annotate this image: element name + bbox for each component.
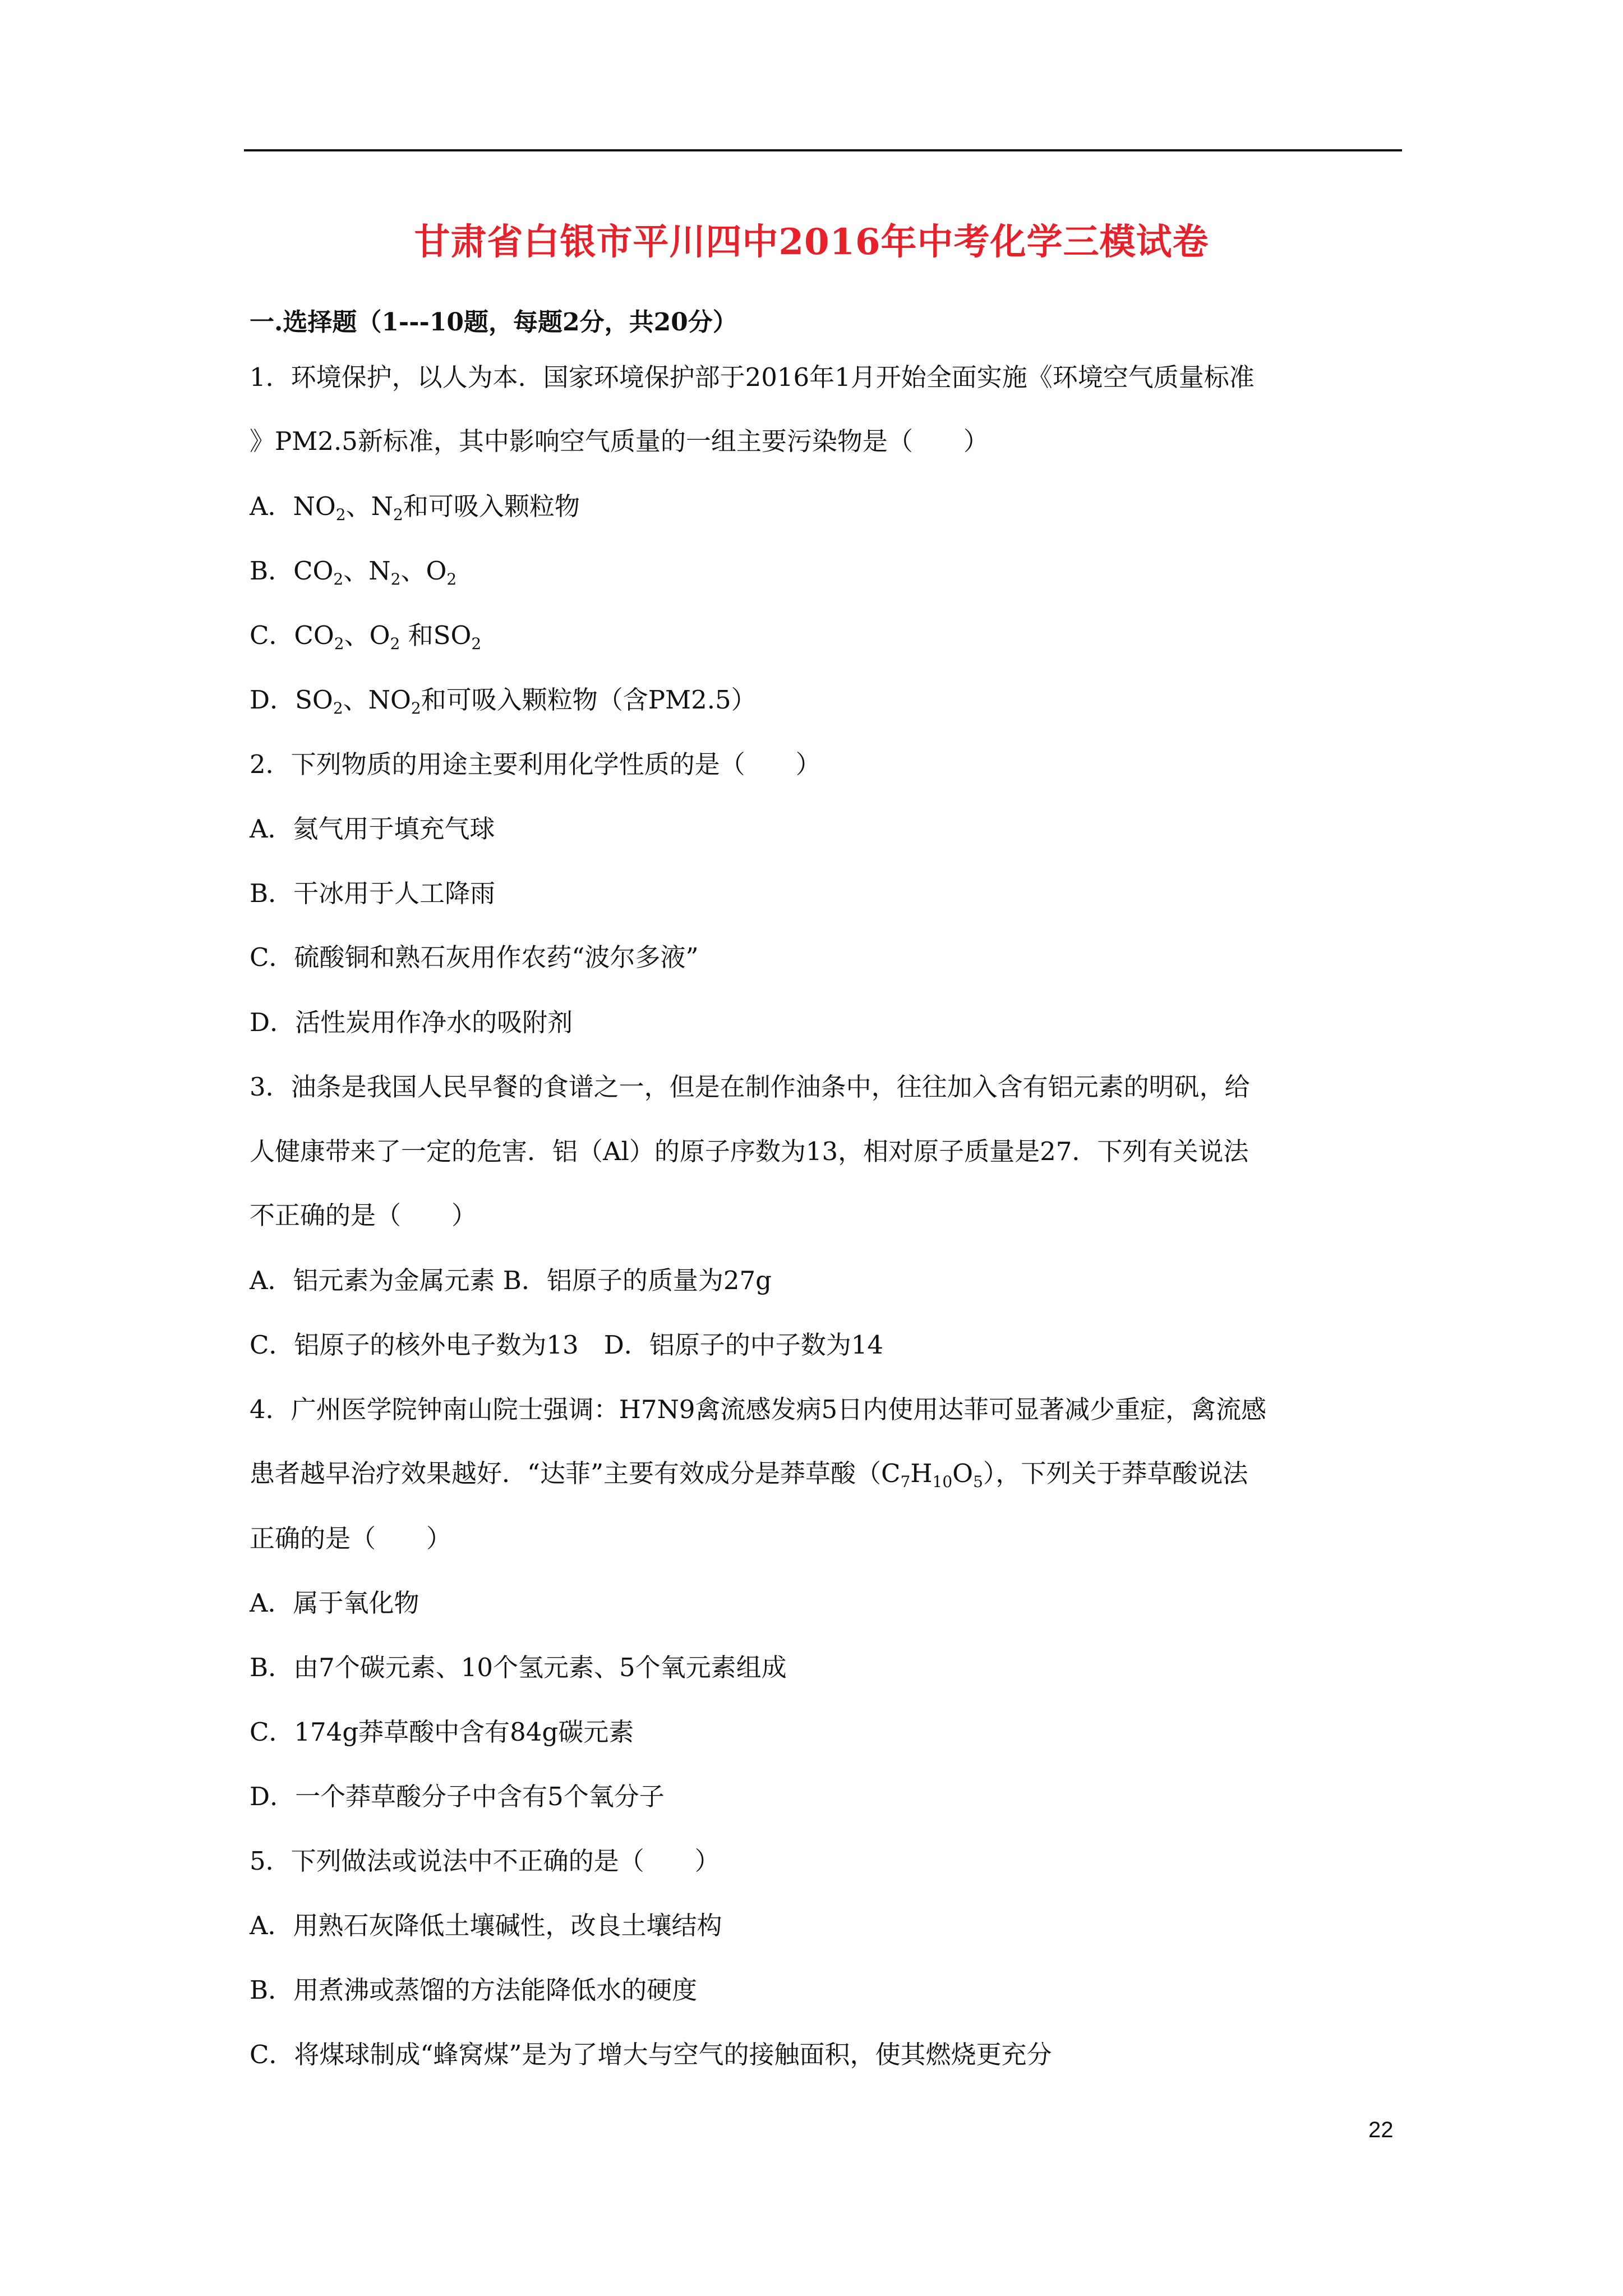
q3-stem-line1: 3．油条是我国人民早餐的食谱之一，但是在制作油条中，往往加入含有铝元素的明矾，给 xyxy=(250,1072,1250,1102)
q4-option-a: A．属于氧化物 xyxy=(250,1588,419,1618)
q4-option-b: B．由7个碳元素、10个氢元素、5个氧元素组成 xyxy=(250,1653,787,1682)
q5-option-a: A．用熟石灰降低土壤碱性，改良土壤结构 xyxy=(250,1911,722,1940)
q1-option-c: C．$CO_2$、$O_2$ 和$SO_2$ xyxy=(250,620,482,653)
q5-option-b: B．用煮沸或蒸馏的方法能降低水的硬度 xyxy=(250,1975,698,2005)
q4-stem-line1: 4．广州医学院钟南山院士强调：H7N9禽流感发病5日内使用达菲可显著减少重症，禽流感 xyxy=(250,1395,1267,1424)
page-title: 甘肃省白银市平川四中2016年中考化学三模试卷 xyxy=(414,221,1209,263)
q2-option-a: A．氦气用于填充气球 xyxy=(250,814,495,844)
q2-option-c: C．硫酸铜和熟石灰用作农药“波尔多液” xyxy=(250,942,699,972)
q1-option-a: A．$NO_2$、$N_2$和可吸入颗粒物 xyxy=(250,491,580,524)
q1-option-d: D．$SO_2$、$NO_2$和可吸入颗粒物（含PM2.5） xyxy=(250,685,757,717)
q3-stem-line2: 人健康带来了一定的危害．铝（Al）的原子序数为13，相对原子质量是27．下列有关说法 xyxy=(250,1137,1249,1166)
q5-option-c: C．将煤球制成“蜂窝煤”是为了增大与空气的接触面积，使其燃烧更充分 xyxy=(250,2040,1052,2069)
q1-stem-line2: 》PM2.5新标准，其中影响空气质量的一组主要污染物是（ ） xyxy=(250,426,989,456)
q5-stem: 5．下列做法或说法中不正确的是（ ） xyxy=(250,1846,720,1876)
header-rule xyxy=(244,149,1402,151)
q4-option-c: C．174g莽草酸中含有84g碳元素 xyxy=(250,1717,634,1747)
q3-stem-line3: 不正确的是（ ） xyxy=(250,1200,477,1230)
q3-options-cd: C．铝原子的核外电子数为13 D．铝原子的中子数为14 xyxy=(250,1330,884,1360)
q1-option-b: B．$CO_2$、$N_2$、$O_2$ xyxy=(250,556,457,588)
q4-stem-line3: 正确的是（ ） xyxy=(250,1524,452,1553)
q2-option-d: D．活性炭用作净水的吸附剂 xyxy=(250,1007,573,1037)
q2-option-b: B．干冰用于人工降雨 xyxy=(250,878,496,908)
q3-options-ab: A．铝元素为金属元素 B．铝原子的质量为27g xyxy=(250,1266,772,1295)
q2-stem: 2．下列物质的用途主要利用化学性质的是（ ） xyxy=(250,749,821,779)
q4-stem-line2: 患者越早治疗效果越好．“达菲”主要有效成分是莽草酸$(C_7H_{10}O_5)$，下列关于莽草酸说法 xyxy=(250,1458,1248,1491)
page-number: 22 xyxy=(1368,2118,1394,2142)
q1-stem-line1: 1．环境保护，以人为本．国家环境保护部于2016年1月开始全面实施《环境空气质量标准 xyxy=(250,362,1255,392)
q4-option-d: D．一个莽草酸分子中含有5个氧分子 xyxy=(250,1782,665,1811)
section-heading: 一.选择题（1---10题，每题2分，共20分） xyxy=(250,308,737,337)
